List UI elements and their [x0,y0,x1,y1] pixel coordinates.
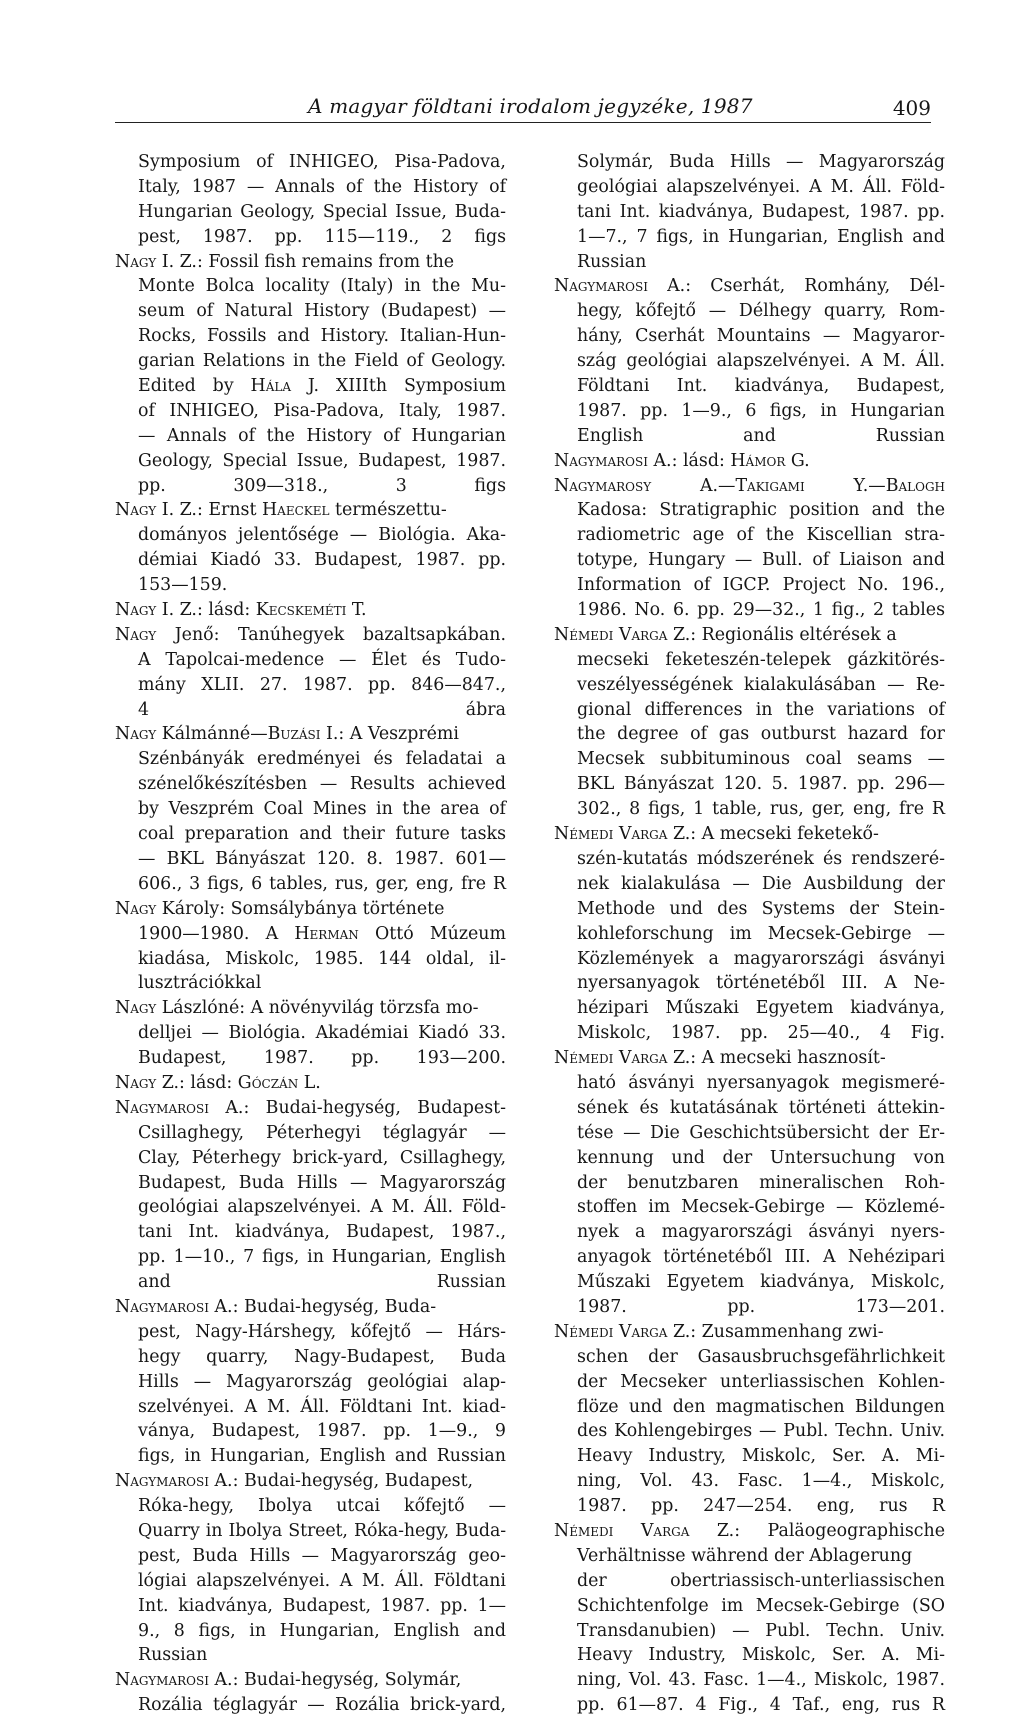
author-name: Nagy [115,600,157,621]
text-line [554,722,945,747]
text-line [554,424,945,449]
text-segment: Kálmánné— [156,724,268,745]
text-segment: J. XIIIth Symposium [291,376,506,397]
text-line [115,847,506,872]
text-segment: Geology, Special Issue, Budapest, 1987. [138,450,506,471]
text-segment: hegy quarry, Nagy-Budapest, Buda [138,1346,506,1367]
text-line [554,498,945,523]
text-segment: I. Z.: Ernst [156,500,262,521]
text-segment: Z.: A mecseki feketekő- [667,824,879,845]
text-segment: 9., 8 figs, in Hungarian, English and [138,1620,506,1641]
text-segment: Szénbányák eredményei és feladatai a [138,749,506,770]
text-line [115,225,506,250]
text-segment: Z.: lásd: [156,1072,238,1093]
text-line [115,424,506,449]
text-segment: radiometric age of the Kiscellian stra- [577,525,945,546]
text-line [554,523,945,548]
text-segment: Int. kiadványa, Budapest, 1987. pp. 1— [138,1595,506,1616]
text-line [554,947,945,972]
text-segment: kiadása, Miskolc, 1985. 144 oldal, il- [138,948,506,969]
text-segment: A.: Budai-hegység, Budapest, [208,1471,474,1492]
author-name: Kecskeméti [255,600,347,621]
text-segment: A.— [651,475,736,496]
text-segment: Methode und des Systems der Stein- [577,898,945,919]
text-line [115,1295,506,1320]
text-segment: Csillaghegy, Péterhegyi téglagyár — [138,1122,506,1143]
text-segment: garian Relations in the Field of Geology. [138,351,506,372]
text-segment: Z.: Regionális eltérések a [667,624,897,645]
text-segment: 1987. pp. 1—9., 6 figs, in Hungarian [577,400,945,421]
text-line [115,897,506,922]
text-segment: pp. 1—10., 7 figs, in Hungarian, English [138,1247,506,1268]
text-line [554,1195,945,1220]
text-segment: sének és kutatásának történeti áttekin- [577,1097,945,1118]
text-line [115,299,506,324]
text-segment: tani Int. kiadványa, Budapest, 1987., [138,1222,506,1243]
text-line [115,150,506,175]
text-line [115,1594,506,1619]
text-segment: the degree of gas outburst hazard for [577,724,945,745]
text-line [554,897,945,922]
text-line [115,872,506,897]
text-segment: Budapest, 1987. pp. 193—200. [138,1048,506,1069]
text-segment: delljei — Biológia. Akadémiai Kiadó 33. [138,1023,506,1044]
text-line [115,1096,506,1121]
text-segment: kohleforschung im Mecsek-Gebirge — [577,923,945,944]
running-title: A magyar földtani irodalom jegyzéke, 1987 [308,94,753,118]
text-line [115,449,506,474]
text-line [554,225,945,250]
text-line [554,1096,945,1121]
author-name: Buzási [267,724,321,745]
text-line [115,822,506,847]
author-name: Némedi Varga [554,1321,668,1342]
text-line [554,1295,945,1320]
text-segment: der Mecseker unterliassischen Kohlen- [577,1371,945,1392]
text-segment: Műszaki Egyetem kiadványa, Miskolc, [577,1272,945,1293]
text-segment: G. [785,450,810,471]
author-name: Nagymarosy [554,475,652,496]
author-name: Nagymarosi [554,276,648,297]
text-segment: 1987. pp. 247—254. eng, rus R [577,1496,945,1517]
text-segment: lógiai alapszelvényei. A M. Áll. Földtani [138,1570,506,1591]
text-line [115,722,506,747]
author-name: Góczán [237,1072,299,1093]
text-line [115,1195,506,1220]
text-line [554,349,945,374]
text-line [554,299,945,324]
text-line [554,747,945,772]
text-line [554,250,945,275]
text-line [115,175,506,200]
text-segment: Heavy Industry, Miskolc, Ser. A. Mi- [577,1446,945,1467]
text-segment: Schichtenfolge im Mecsek-Gebirge (SO [577,1595,945,1616]
text-segment: Italy, 1987 — Annals of the History of [138,176,506,197]
text-segment: mány XLII. 27. 1987. pp. 846—847., [138,674,506,695]
text-segment: A.: Cserhát, Romhány, Dél- [647,276,945,297]
text-segment: Miskolc, 1987. pp. 25—40., 4 Fig. [577,1023,945,1044]
text-line [115,1469,506,1494]
text-segment: Transdanubien) — Publ. Techn. Univ. [577,1620,945,1641]
text-line [554,847,945,872]
text-segment: A.: lásd: [647,450,731,471]
text-line [115,374,506,399]
text-segment: ning, Vol. 43. Fasc. 1—4., Miskolc, [577,1471,945,1492]
text-segment: tani Int. kiadványa, Budapest, 1987. pp. [577,201,945,222]
text-segment: Russian [138,1645,208,1666]
text-segment: Jenő: Tanúhegyek bazaltsapkában. [156,624,506,645]
text-segment: Y.— [804,475,886,496]
text-line [554,274,945,299]
text-segment: geológiai alapszelvényei. A M. Áll. Föld- [138,1197,506,1218]
text-line [115,947,506,972]
text-segment: 1986. No. 6. pp. 29—32., 1 fig., 2 tables [577,600,945,621]
header-rule [115,122,931,123]
author-name: Nagy [115,724,157,745]
author-name: Nagy [115,998,157,1019]
text-line [115,1519,506,1544]
text-line [554,399,945,424]
text-segment: veszélyességének kialakulásában — Re- [577,674,945,695]
text-segment: T. [346,600,367,621]
text-line [554,1594,945,1619]
text-segment: Rozália téglagyár — Rozália brick-yard, [138,1695,506,1716]
text-line [115,498,506,523]
text-segment: gional differences in the variations of [577,699,945,720]
author-name: Nagy [115,500,157,521]
text-line [115,1395,506,1420]
text-line [115,1220,506,1245]
text-line [115,1345,506,1370]
text-segment: 302., 8 figs, 1 table, rus, ger, eng, fre R [577,799,945,820]
text-segment: of INHIGEO, Pisa-Padova, Italy, 1987. [138,400,506,421]
text-segment: Rocks, Fossils and History. Italian-Hun- [138,326,506,347]
text-line [115,1245,506,1270]
author-name: Takigami [735,475,805,496]
text-line [554,772,945,797]
text-segment: Quarry in Ibolya Street, Róka-hegy, Buda- [138,1520,506,1541]
text-segment: ványa, Budapest, 1987. pp. 1—9., 9 [138,1421,506,1442]
text-line [115,274,506,299]
text-segment: A.: Budai-hegység, Solymár, [208,1670,462,1691]
text-segment: Budapest, Buda Hills — Magyarország [138,1172,506,1193]
text-line [554,1046,945,1071]
text-segment: 606., 3 figs, 6 tables, rus, ger, eng, fre R [138,873,506,894]
text-segment: 1987. pp. 173—201. [577,1296,945,1317]
text-segment: hány, Cserhát Mountains — Magyaror- [577,326,945,347]
text-line [115,399,506,424]
text-line [554,922,945,947]
text-segment: A Tapolcai-medence — Élet és Tudo- [138,649,506,670]
text-segment: Information of IGCP. Project No. 196., [577,575,945,596]
text-segment: Károly: Somsálybánya története [156,898,445,919]
text-line [554,1643,945,1668]
author-name: Hála [250,376,291,397]
text-segment: démiai Kiadó 33. Budapest, 1987. pp. [138,550,506,571]
text-line [115,1444,506,1469]
text-segment: anyagok történetéből III. A Nehézipari [577,1247,945,1268]
text-segment: természettu- [329,500,447,521]
text-segment: English and Russian [577,425,945,446]
text-segment: Z.: A mecseki hasznosít- [667,1048,886,1069]
text-line [115,1171,506,1196]
author-name: Haeckel [261,500,330,521]
text-segment: stoffen im Mecsek-Gebirge — Közlemé- [577,1197,945,1218]
text-line [554,996,945,1021]
text-segment: pest, 1987. pp. 115—119., 2 figs [138,226,506,247]
text-line [554,673,945,698]
text-segment: Hills — Magyarország geológiai alap- [138,1371,506,1392]
text-line [115,1544,506,1569]
text-line [115,747,506,772]
text-line [115,797,506,822]
text-line [115,474,506,499]
text-line [554,1395,945,1420]
text-segment: — Annals of the History of Hungarian [138,425,506,446]
text-line [115,548,506,573]
text-segment: Lászlóné: A növényvilág törzsfa mo- [156,998,479,1019]
text-line [554,872,945,897]
text-line [115,1146,506,1171]
text-line [554,1619,945,1644]
text-segment: 1—7., 7 figs, in Hungarian, English and [577,226,945,247]
text-line [115,1619,506,1644]
text-line [554,150,945,175]
text-line [554,175,945,200]
text-segment: kennung und der Untersuchung von [577,1147,945,1168]
text-line [554,474,945,499]
text-segment: totype, Hungary — Bull. of Liaison and [577,550,945,571]
text-line [554,1071,945,1096]
text-segment: Mecsek subbituminous coal seams — [577,749,945,770]
author-name: Némedi Varga [554,1048,668,1069]
author-name: Nagymarosi [115,1670,209,1691]
text-line [115,523,506,548]
running-header [115,94,931,124]
author-name: Némedi Varga [554,824,668,845]
text-line [115,623,506,648]
text-line [115,1668,506,1693]
text-line [115,971,506,996]
text-line [115,573,506,598]
author-name: Nagymarosi [115,1097,209,1118]
text-line [115,324,506,349]
text-segment: mecseki feketeszén-telepek gázkitörés- [577,649,945,670]
text-segment: der benutzbaren mineralischen Roh- [577,1172,945,1193]
text-segment: szág geológiai alapszelvényei. A M. Áll. [577,351,945,372]
text-segment: geológiai alapszelvényei. A M. Áll. Föld- [577,176,945,197]
text-segment: pest, Nagy-Hárshegy, kőfejtő — Hárs- [138,1321,506,1342]
text-line [115,922,506,947]
author-name: Hámor [730,450,786,471]
text-segment: hézipari Műszaki Egyetem kiadványa, [577,998,945,1019]
text-segment: Symposium of INHIGEO, Pisa-Padova, [138,152,506,172]
author-name: Nagymarosi [115,1296,209,1317]
text-segment: I. Z.: lásd: [156,600,256,621]
text-segment: figs, in Hungarian, English and Russian [138,1446,506,1467]
text-segment: seum of Natural History (Budapest) — [138,301,506,322]
text-segment: Clay, Péterhegy brick-yard, Csillaghegy, [138,1147,506,1168]
text-segment: szelvényei. A M. Áll. Földtani Int. kiad- [138,1396,506,1417]
text-segment: Edited by [138,376,251,397]
text-line [554,698,945,723]
text-line [115,200,506,225]
text-line [115,1046,506,1071]
text-segment: Róka-hegy, Ibolya utcai kőfejtő — [138,1496,506,1517]
text-segment: Közlemények a magyarországi ásványi [577,948,945,969]
author-name: Nagy [115,251,157,272]
text-line [115,1693,506,1718]
text-line [554,1021,945,1046]
text-segment: by Veszprém Coal Mines in the area of [138,799,506,820]
text-segment: lusztrációkkal [138,973,262,994]
text-line [115,1569,506,1594]
text-line [554,1171,945,1196]
text-segment: ható ásványi nyersanyagok megismeré- [577,1072,945,1093]
text-segment: pp. 61—87. 4 Fig., 4 Taf., eng, rus R [577,1695,945,1716]
text-line [554,1519,945,1544]
author-name: Nagymarosi [115,1471,209,1492]
text-line [554,1270,945,1295]
text-segment: szénelőkészítésben — Results achieved [138,774,506,795]
text-line [115,349,506,374]
text-line [554,1220,945,1245]
text-line [115,1643,506,1668]
text-line [115,1021,506,1046]
text-line [115,1270,506,1295]
text-segment: ning, Vol. 43. Fasc. 1—4., Miskolc, 1987. [577,1670,945,1691]
text-segment: des Kohlengebirges — Publ. Techn. Univ. [577,1421,945,1442]
author-name: Nagy [115,898,157,919]
text-segment: I.: A Veszprémi [320,724,459,745]
text-line [554,1245,945,1270]
text-line [554,1693,945,1718]
text-segment: A.: Budai-hegység, Budapest- [208,1097,506,1118]
text-segment: and Russian [138,1272,506,1293]
text-line [554,1544,945,1569]
text-line [554,324,945,349]
text-segment: szén-kutatás módszerének és rendszeré- [577,848,945,869]
text-segment: der obertriassisch-unterliassischen [577,1570,945,1591]
text-line [115,698,506,723]
text-segment: Monte Bolca locality (Italy) in the Mu- [138,276,506,297]
text-segment: tése — Die Geschichtsübersicht der Er- [577,1122,945,1143]
text-line [554,648,945,673]
author-name: Nagy [115,1072,157,1093]
text-segment: Ottó Múzeum [358,923,506,944]
text-line [554,1320,945,1345]
text-line [554,1469,945,1494]
text-line [554,1370,945,1395]
text-segment: BKL Bányászat 120. 5. 1987. pp. 296— [577,774,945,795]
author-name: Balogh [885,475,945,496]
text-segment: Z.: Paläogeographische [689,1520,945,1541]
text-segment: A.: Budai-hegység, Buda- [208,1296,437,1317]
text-segment: pp. 309—318., 3 figs [138,475,506,496]
text-segment: 4 ábra [138,699,506,720]
text-line [554,449,945,474]
text-line [554,598,945,623]
text-line [554,374,945,399]
text-line [115,772,506,797]
text-segment: I. Z.: Fossil fish remains from the [156,251,455,272]
text-segment: pest, Buda Hills — Magyarország geo- [138,1545,506,1566]
text-line [554,573,945,598]
text-line [554,797,945,822]
text-segment: Hungarian Geology, Special Issue, Buda- [138,201,506,222]
text-segment: Solymár, Buda Hills — Magyarország [577,152,945,172]
text-segment: Russian [577,251,647,272]
text-line [115,1494,506,1519]
text-line [554,548,945,573]
text-line [554,1345,945,1370]
text-segment: nyersanyagok történetéből III. A Ne- [577,973,945,994]
text-segment: Z.: Zusammenhang zwi- [667,1321,884,1342]
text-segment: 153—159. [138,575,228,596]
right-column [554,150,945,1718]
author-name: Herman [294,923,359,944]
text-segment: — BKL Bányászat 120. 8. 1987. 601— [138,848,506,869]
text-line [115,250,506,275]
left-column [115,150,506,1718]
text-line [115,1121,506,1146]
text-line [554,200,945,225]
text-line [115,996,506,1021]
text-line [115,1071,506,1096]
text-line [554,1121,945,1146]
author-name: Némedi Varga [554,1520,690,1541]
text-segment: nek kialakulása — Die Ausbildung der [577,873,945,894]
author-name: Nagy [115,624,157,645]
text-segment: Földtani Int. kiadványa, Budapest, [577,376,945,397]
text-segment: Heavy Industry, Miskolc, Ser. A. Mi- [577,1645,945,1666]
text-line [554,1444,945,1469]
text-segment: Kadosa: Stratigraphic position and the [577,500,945,521]
text-line [554,1146,945,1171]
text-segment: schen der Gasausbruchsgefährlichkeit [577,1346,945,1367]
text-line [554,822,945,847]
text-segment: Verhältnisse während der Ablagerung [577,1545,913,1566]
text-segment: flöze und den magmatischen Bildungen [577,1396,945,1417]
text-line [554,623,945,648]
author-name: Némedi Varga [554,624,668,645]
text-line [115,648,506,673]
text-segment: dományos jelentősége — Biológia. Aka- [138,525,506,546]
text-line [554,1668,945,1693]
text-line [554,1419,945,1444]
text-line [554,1494,945,1519]
text-line [554,971,945,996]
text-segment: coal preparation and their future tasks [138,824,506,845]
author-name: Nagymarosi [554,450,648,471]
text-line [115,598,506,623]
text-line [115,1370,506,1395]
text-segment: L. [298,1072,321,1093]
text-segment: nyek a magyarországi ásványi nyers- [577,1222,945,1243]
page-number: 409 [892,96,931,120]
text-line [115,673,506,698]
text-line [115,1320,506,1345]
text-segment: 1900—1980. A [138,923,295,944]
text-line [554,1569,945,1594]
text-segment: hegy, kőfejtő — Délhegy quarry, Rom- [577,301,945,322]
text-line [115,1419,506,1444]
